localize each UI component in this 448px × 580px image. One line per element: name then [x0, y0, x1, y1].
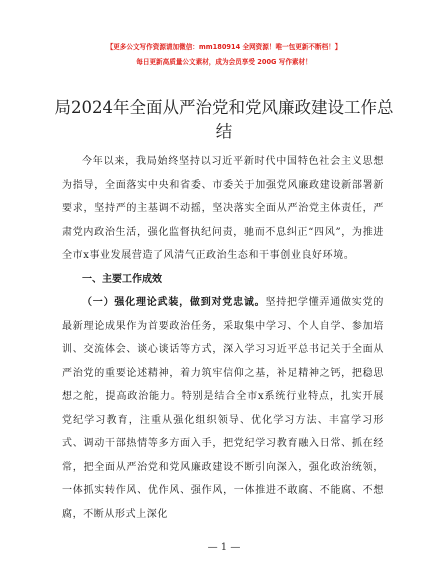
item-paragraph	[62, 291, 384, 526]
document-title: 局2024年全面从严治党和党风廉政建设工作总结	[54, 98, 394, 141]
page-number: — 1 —	[207, 542, 241, 553]
item-label: （一）强化理论武装，做到对党忠诚。	[82, 297, 266, 308]
promo-banner-line-1: 【更多公文写作资源请加微信：mm180914 全网资源！唯一包更新不断档！】	[106, 43, 342, 51]
promo-banner-line-2: 每日更新高质量公文素材，成为会员享受 200G 写作素材！	[136, 58, 312, 66]
document-body	[62, 150, 384, 526]
intro-paragraph: 今年以来，我局始终坚持以习近平新时代中国特色社会主义思想为指导，全面落实中央和省委、市委关于加强党风廉政建设新部署新要求，坚持严的主基调不动摇，坚决落实全面从严治党主体责任，严肃党内政治生活，强化监督执纪问责，驰而不息纠正“四风”，为推进全市x事业发展营造了风清气正政治生态和干事创业良好环境。	[62, 156, 384, 261]
section-heading: 一、主要工作成效	[82, 273, 162, 285]
item-text: 坚持把学懂弄通做实党的最新理论成果作为首要政治任务，采取集中学习、个人自学、参加培训、交流体会、谈心谈话等方式，深入学习习近平总书记关于全面从严治党的重要论述精神，着力筑牢信仰之基，补足精神之钙，把稳思想之舵，提高政治能力。特别是结合全市x系统行业特点，扎实开展党纪学习教育，注重从强化组织领导、优化学习方法、丰富学习形式、调动干部热情等多方面入手，把党纪学习教育融入日常、抓在经常，把全面从严治党和党风廉政建设不断引向深入，强化政治统领，一体抓实转作风、优作风、强作风，一体推进不敢腐、不能腐、不想腐，不断从形式上深化	[62, 297, 384, 520]
